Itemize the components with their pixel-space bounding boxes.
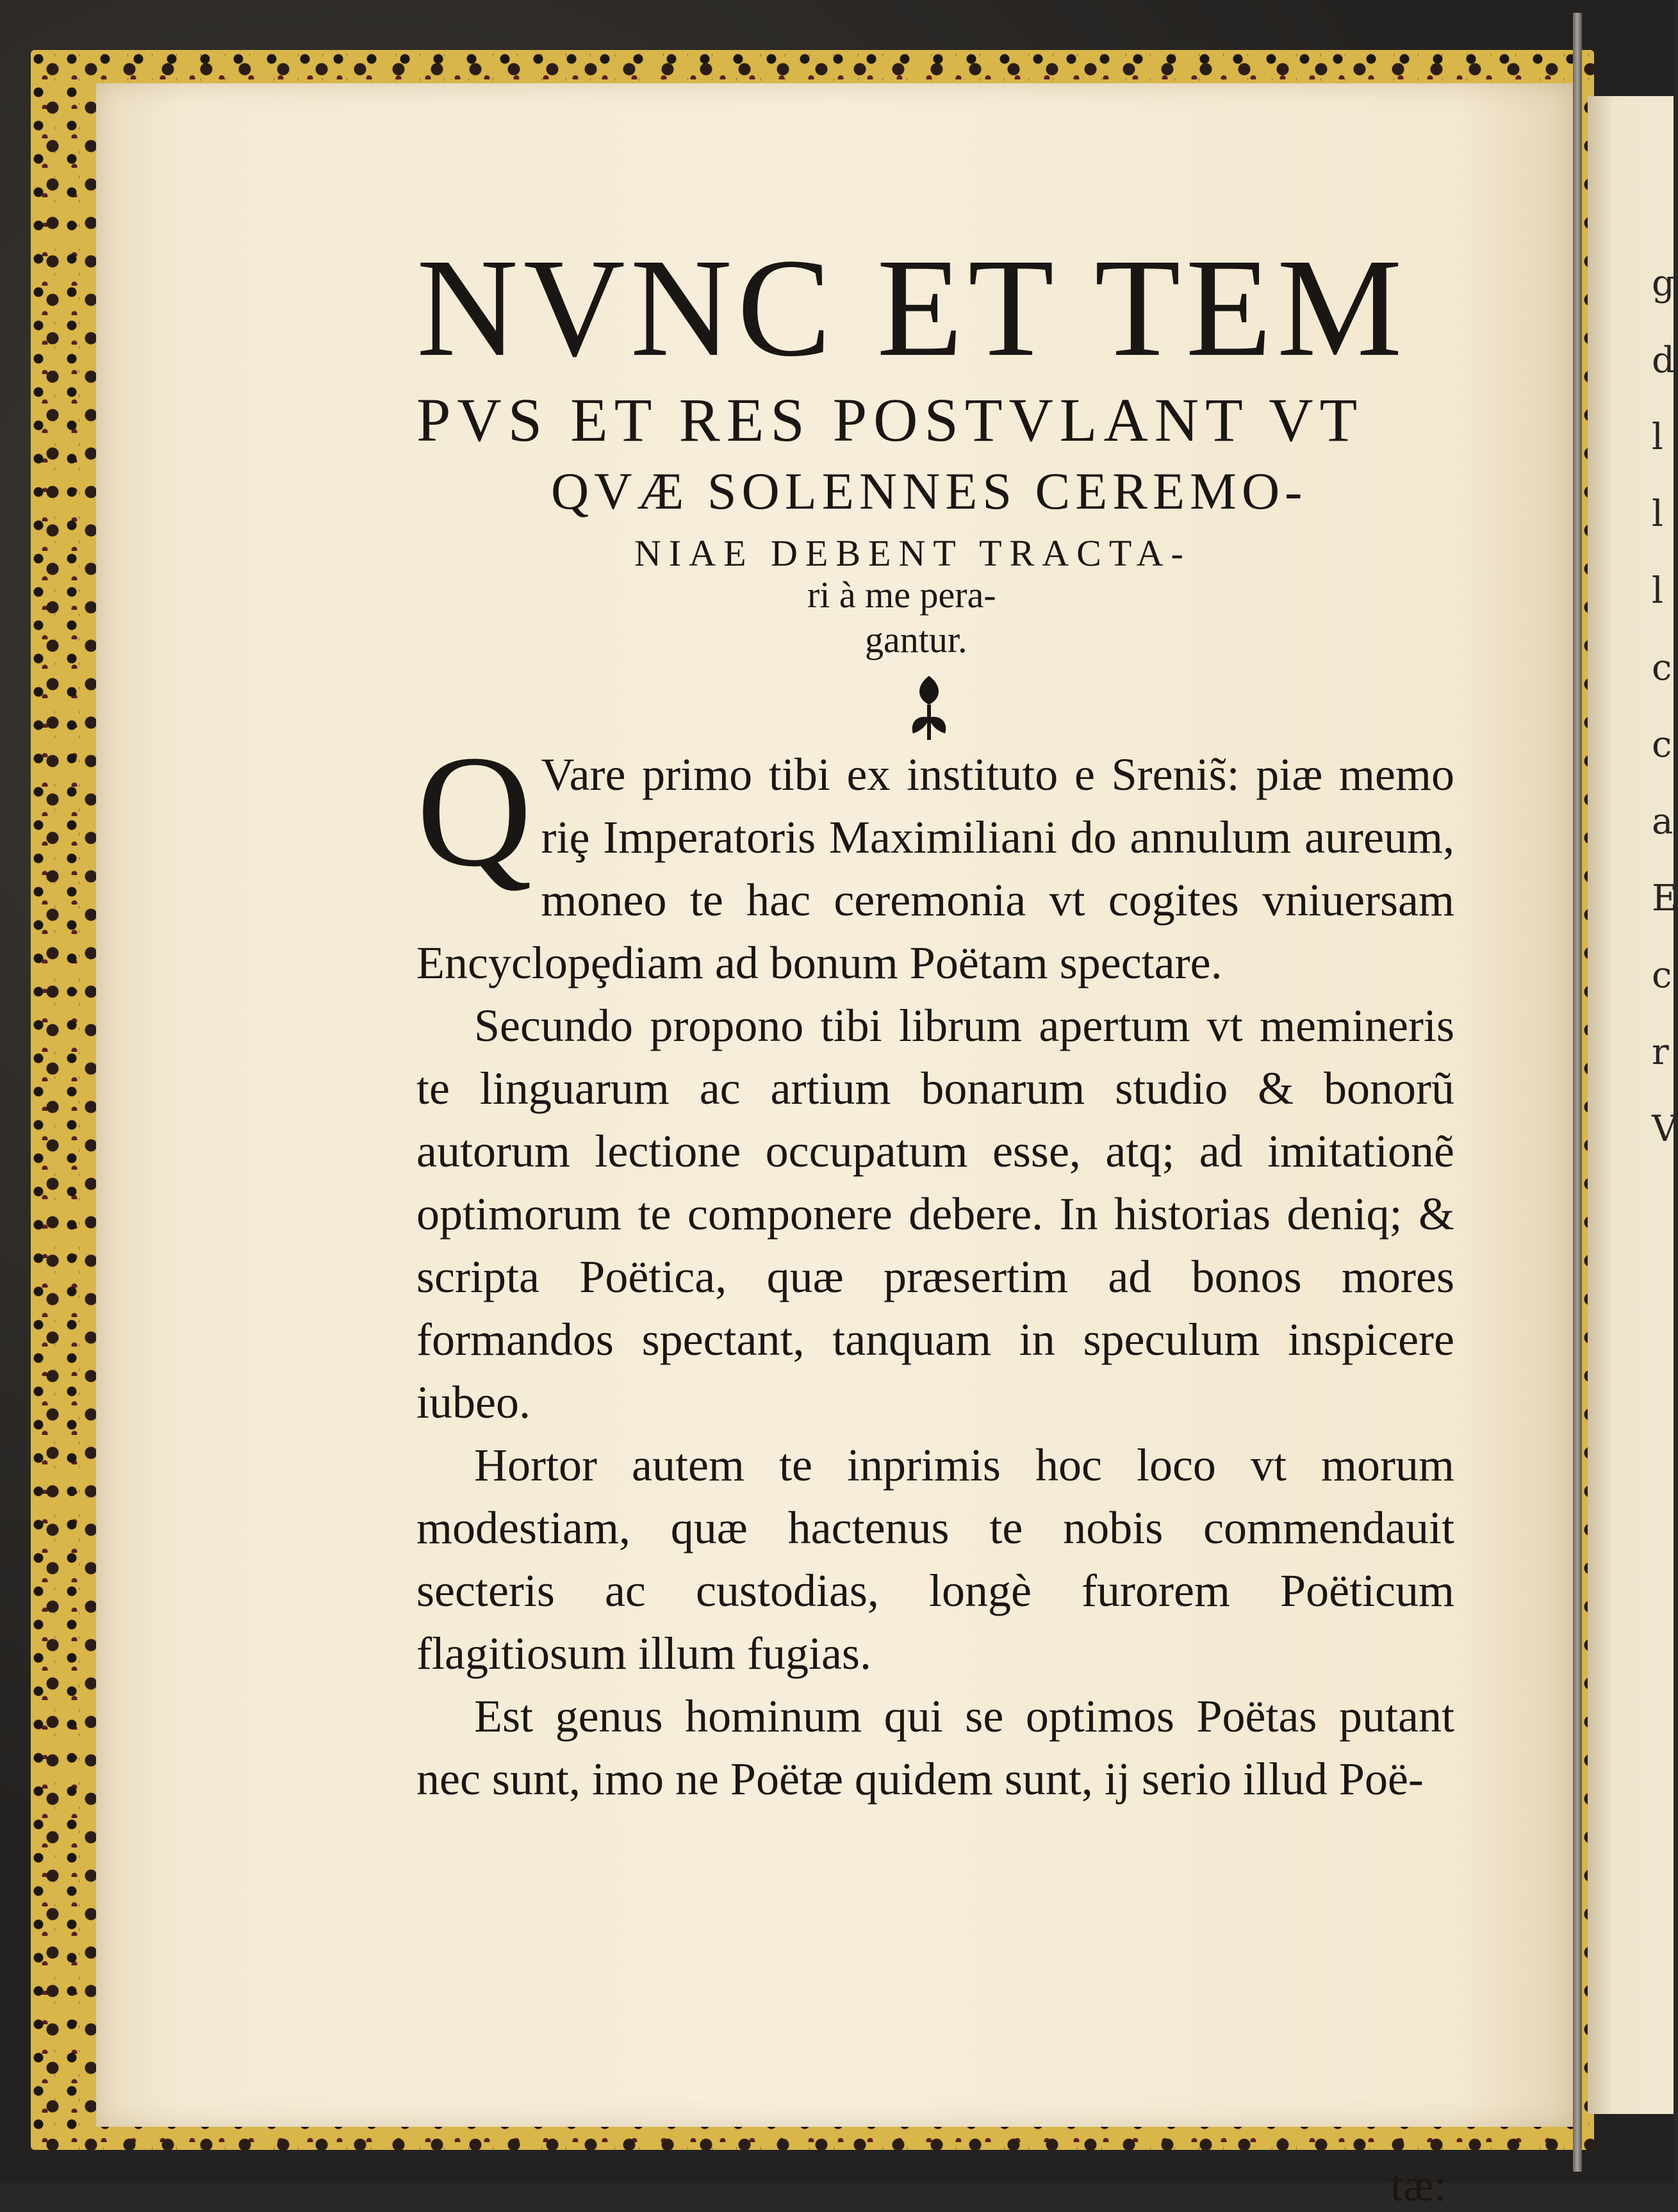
body-text	[416, 723, 1454, 1810]
facing-page-char: c	[1652, 647, 1672, 689]
facing-page-char: a	[1652, 801, 1674, 842]
facing-page-char: V	[1652, 1108, 1678, 1150]
fleuron-ornament-icon	[903, 673, 955, 743]
paragraph-2: Secundo propono tibi librum apertum vt memineris te linguarum ac artium bonarum studio & bonorũ autorum lectione occupatum esse, atq; ad imitationẽ optimorum te componere debere. In historias deniq; & scripta Poëtica, quæ præsertim ad bonos mores formandos spectant, tanquam in speculum inspicere iubeo.	[416, 1000, 1454, 1428]
title-line-5: ri à me pera-	[807, 574, 996, 616]
facing-page-char: r	[1652, 1031, 1669, 1073]
drop-cap: Q	[416, 723, 532, 900]
facing-page-char: E	[1652, 878, 1678, 919]
title-line-6: gantur.	[865, 619, 967, 660]
paragraph-4: Est genus hominum qui se optimos Poëtas putant nec sunt, imo ne Poëtæ quidem sunt, ij serio illud Poë-	[416, 1691, 1454, 1805]
facing-page-char: g	[1652, 263, 1675, 304]
paragraph-1-text: Vare primo tibi ex instituto e Srenis̃: piæ memo riȩ Imperatoris Maximiliani do annulum aureum, moneo te hac ceremonia vt cogites vniuersam Encyclopȩdiam ad bonum Poëtam spectare.	[416, 749, 1454, 988]
facing-page-char: d	[1652, 340, 1675, 381]
page-gutter	[1573, 13, 1582, 2172]
title-line-2: PVS ET RES POSTVLANT VT	[416, 386, 1364, 454]
paragraph-3: Hortor autem te inprimis hoc loco vt morum modestiam, quæ hactenus te nobis commendauit secteris ac custodias, longè furorem Poëticum flagitiosum illum fugias.	[416, 1439, 1454, 1679]
facing-page-char: c	[1652, 954, 1672, 996]
facing-page-char: l	[1652, 570, 1663, 612]
catchword: tæ:	[1390, 2159, 1447, 2211]
title-line-3: QVÆ SOLENNES CEREMO-	[551, 462, 1308, 520]
facing-page	[1588, 96, 1674, 2114]
paragraph-1	[416, 723, 1454, 994]
facing-page-char: l	[1652, 493, 1663, 535]
facing-page-char: l	[1652, 416, 1663, 458]
title-line-1: NVNC ET TEM	[416, 229, 1408, 386]
title-line-4: NIAE DEBENT TRACTA-	[634, 532, 1191, 574]
facing-page-char: c	[1652, 724, 1672, 766]
